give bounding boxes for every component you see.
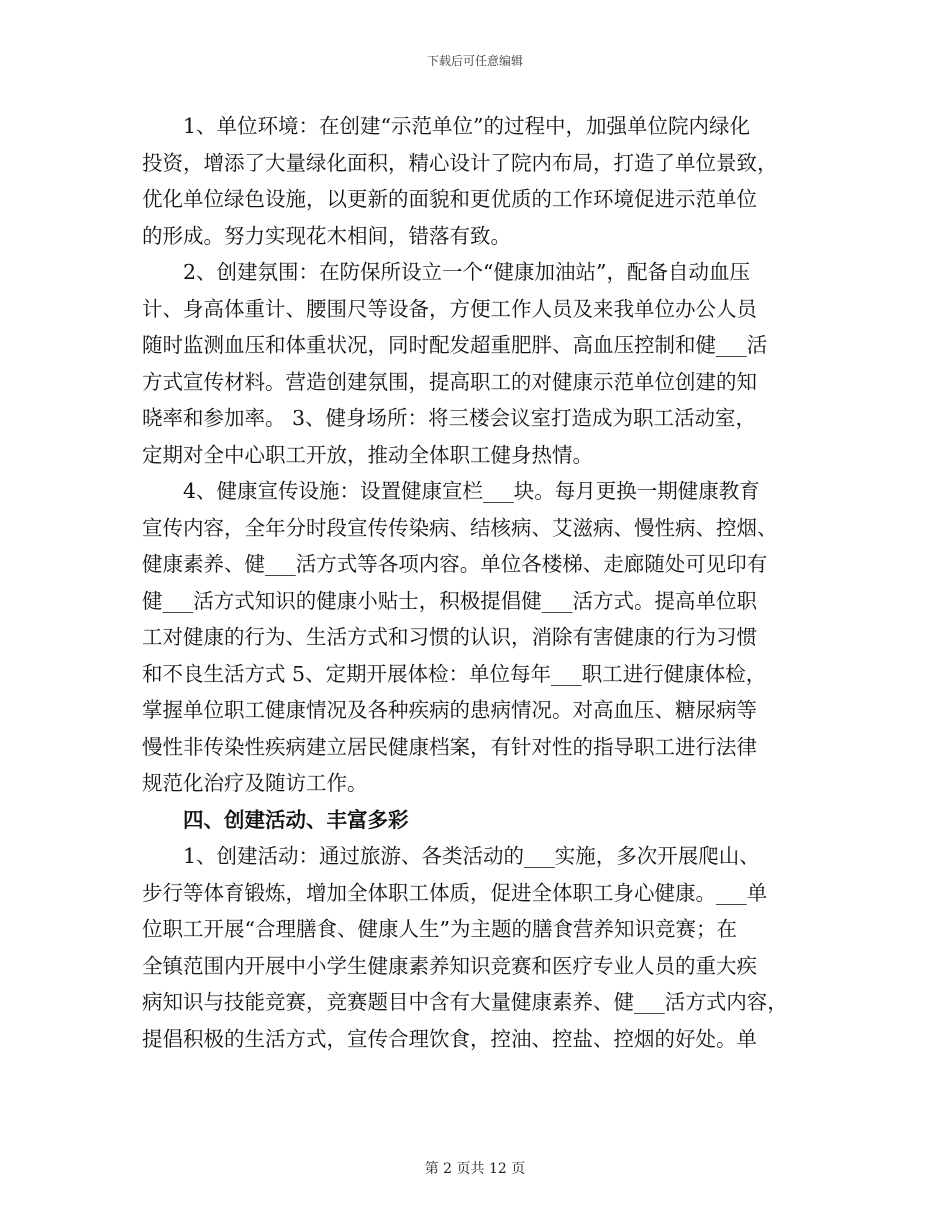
- paragraph-line: 和不良生活方式 5、定期开展体检：单位每年___职工进行健康体检，: [142, 661, 767, 686]
- paragraph-line: 掌握单位职工健康情况及各种疾病的患病情况。对高血压、糖尿病等: [142, 698, 757, 722]
- paragraph-line: 1、创建活动：通过旅游、各类活动的___实施，多次开展爬山、: [183, 844, 760, 868]
- paragraph-line: 宣传内容，全年分时段宣传传染病、结核病、艾滋病、慢性病、控烟、: [142, 515, 778, 540]
- paragraph-line: 计、身高体重计、腰围尺等设备，方便工作人员及来我单位办公人员: [142, 296, 757, 321]
- paragraph-line: 1、单位环境：在创建“示范单位”的过程中，加强单位院内绿化: [183, 114, 751, 138]
- paragraph-line: 工对健康的行为、生活方式和习惯的认识，消除有害健康的行为习惯: [142, 625, 757, 649]
- section-heading: 四、创建活动、丰富多彩: [183, 807, 409, 832]
- document-body: [142, 108, 812, 1057]
- paragraph-line: 位职工开展“合理膳食、健康人生”为主题的膳食营养知识竞赛；在: [142, 917, 737, 941]
- paragraph-line: 4、健康宣传设施：设置健康宣栏___块。每月更换一期健康教育: [183, 479, 760, 503]
- paragraph-line: 投资，增添了大量绿化面积，精心设计了院内布局，打造了单位景致，: [142, 150, 778, 175]
- paragraph-line: 2、创建氛围：在防保所设立一个“健康加油站”，配备自动血压: [183, 260, 751, 284]
- paragraph-line: 规范化治疗及随访工作。: [142, 771, 368, 795]
- paragraph-line: 健康素养、健___活方式等各项内容。单位各楼梯、走廊随处可见印有: [142, 552, 768, 576]
- paragraph-line: 全镇范围内开展中小学生健康素养知识竞赛和医疗专业人员的重大疾: [142, 953, 757, 978]
- paragraph-line: 定期对全中心职工开放，推动全体职工健身热情。: [142, 442, 593, 467]
- paragraph-line: 病知识与技能竞赛，竞赛题目中含有大量健康素养、健___活方式内容，: [142, 990, 788, 1014]
- paragraph-line: 提倡积极的生活方式，宣传合理饮食，控油、控盐、控烟的好处。单: [142, 1026, 757, 1051]
- paragraph-line: 随时监测血压和体重状况，同时配发超重肥胖、高血压控制和健___活: [142, 333, 768, 357]
- paragraph-line: 优化单位绿色设施，以更新的面貌和更优质的工作环境促进示范单位: [142, 187, 757, 211]
- page-footer: 第 2 页共 12 页: [424, 1161, 526, 1177]
- paragraph-line: 晓率和参加率。 3、健身场所：将三楼会议室打造成为职工活动室，: [142, 406, 757, 430]
- paragraph-line: 的形成。努力实现花木相间，错落有致。: [142, 223, 511, 248]
- paragraph-line: 方式宣传材料。营造创建氛围，提高职工的对健康示范单位创建的知: [142, 369, 757, 394]
- paragraph-line: 健___活方式知识的健康小贴士，积极提倡健___活方式。提高单位职: [142, 588, 757, 613]
- page-header: 下载后可任意编辑: [426, 54, 523, 68]
- paragraph-line: 步行等体育锻炼，增加全体职工体质，促进全体职工身心健康。___单: [142, 880, 768, 905]
- paragraph-line: 慢性非传染性疾病建立居民健康档案，有针对性的指导职工进行法律: [142, 734, 757, 759]
